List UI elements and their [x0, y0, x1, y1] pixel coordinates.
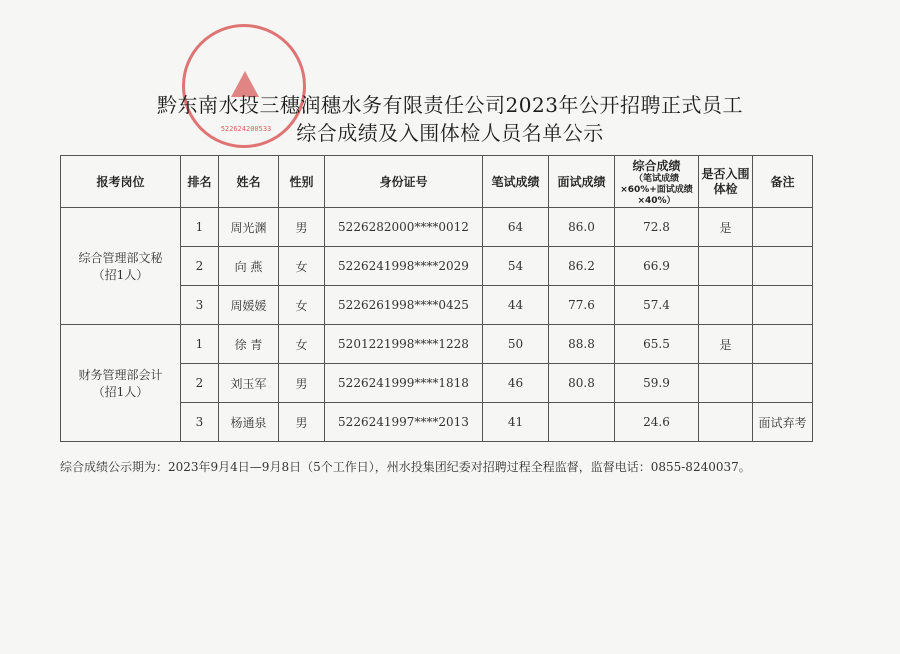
total-cell: 59.9	[615, 364, 699, 403]
total-header-formula: （笔试成绩×60%+面试成绩×40%）	[620, 173, 693, 206]
page-title-line2: 综合成绩及入围体检人员名单公示	[296, 121, 604, 145]
total-cell: 57.4	[615, 286, 699, 325]
interview-cell: 86.2	[549, 247, 615, 286]
remark-cell	[753, 247, 813, 286]
col-header-name: 姓名	[219, 156, 279, 208]
rank-cell: 1	[181, 208, 219, 247]
rank-cell: 3	[181, 403, 219, 442]
total-header-label: 综合成绩	[632, 158, 681, 173]
footer-note: 综合成绩公示期为：2023年9月4日—9月8日（5个工作日），州水投集团纪委对招聘过程全程监督，监督电话：0855-8240037。	[60, 460, 751, 474]
id-cell: 5226261998****0425	[325, 286, 483, 325]
post-cell	[61, 208, 181, 325]
remark-cell	[753, 208, 813, 247]
written-cell: 64	[483, 208, 549, 247]
id-cell: 5226241997****2013	[325, 403, 483, 442]
rank-cell: 1	[181, 325, 219, 364]
col-header-rank: 排名	[181, 156, 219, 208]
name-cell: 杨通泉	[219, 403, 279, 442]
name-cell: 周光渊	[219, 208, 279, 247]
col-header-written: 笔试成绩	[483, 156, 549, 208]
col-header-total	[615, 156, 699, 208]
col-header-physical: 是否入围体检	[699, 156, 753, 208]
post-quota: （招1人）	[92, 385, 149, 399]
physical-cell	[699, 247, 753, 286]
remark-cell	[753, 286, 813, 325]
seal-code: 522624200533	[220, 125, 272, 133]
interview-cell: 77.6	[549, 286, 615, 325]
id-cell: 5226282000****0012	[325, 208, 483, 247]
gender-cell: 男	[279, 364, 325, 403]
name-cell: 向 燕	[219, 247, 279, 286]
post-name: 财务管理部会计	[78, 368, 163, 382]
gender-cell: 女	[279, 247, 325, 286]
interview-cell: 80.8	[549, 364, 615, 403]
name-cell: 刘玉军	[219, 364, 279, 403]
gender-cell: 男	[279, 208, 325, 247]
physical-cell	[699, 286, 753, 325]
page-title-line1: 黔东南水投三穗润穗水务有限责任公司2023年公开招聘正式员工	[157, 93, 743, 117]
post-name: 综合管理部文秘	[78, 251, 163, 265]
total-cell: 65.5	[615, 325, 699, 364]
total-cell: 72.8	[615, 208, 699, 247]
total-cell: 24.6	[615, 403, 699, 442]
col-header-id: 身份证号	[325, 156, 483, 208]
col-header-remark: 备注	[753, 156, 813, 208]
total-cell: 66.9	[615, 247, 699, 286]
written-cell: 54	[483, 247, 549, 286]
id-cell: 5226241998****2029	[325, 247, 483, 286]
interview-cell	[549, 403, 615, 442]
remark-cell	[753, 325, 813, 364]
col-header-gender: 性别	[279, 156, 325, 208]
gender-cell: 女	[279, 286, 325, 325]
physical-cell: 是	[699, 325, 753, 364]
name-cell: 徐 青	[219, 325, 279, 364]
gender-cell: 女	[279, 325, 325, 364]
post-quota: （招1人）	[92, 268, 149, 282]
col-header-post: 报考岗位	[61, 156, 181, 208]
table-row	[61, 325, 813, 364]
written-cell: 41	[483, 403, 549, 442]
name-cell: 周媛媛	[219, 286, 279, 325]
rank-cell: 3	[181, 286, 219, 325]
physical-cell: 是	[699, 208, 753, 247]
physical-cell	[699, 364, 753, 403]
rank-cell: 2	[181, 364, 219, 403]
remark-cell: 面试弃考	[753, 403, 813, 442]
written-cell: 44	[483, 286, 549, 325]
written-cell: 50	[483, 325, 549, 364]
written-cell: 46	[483, 364, 549, 403]
results-table	[60, 155, 813, 442]
post-cell	[61, 325, 181, 442]
col-header-interview: 面试成绩	[549, 156, 615, 208]
header-row	[61, 156, 813, 208]
id-cell: 5201221998****1228	[325, 325, 483, 364]
id-cell: 5226241999****1818	[325, 364, 483, 403]
interview-cell: 88.8	[549, 325, 615, 364]
table-row	[61, 208, 813, 247]
gender-cell: 男	[279, 403, 325, 442]
rank-cell: 2	[181, 247, 219, 286]
interview-cell: 86.0	[549, 208, 615, 247]
physical-cell	[699, 403, 753, 442]
remark-cell	[753, 364, 813, 403]
